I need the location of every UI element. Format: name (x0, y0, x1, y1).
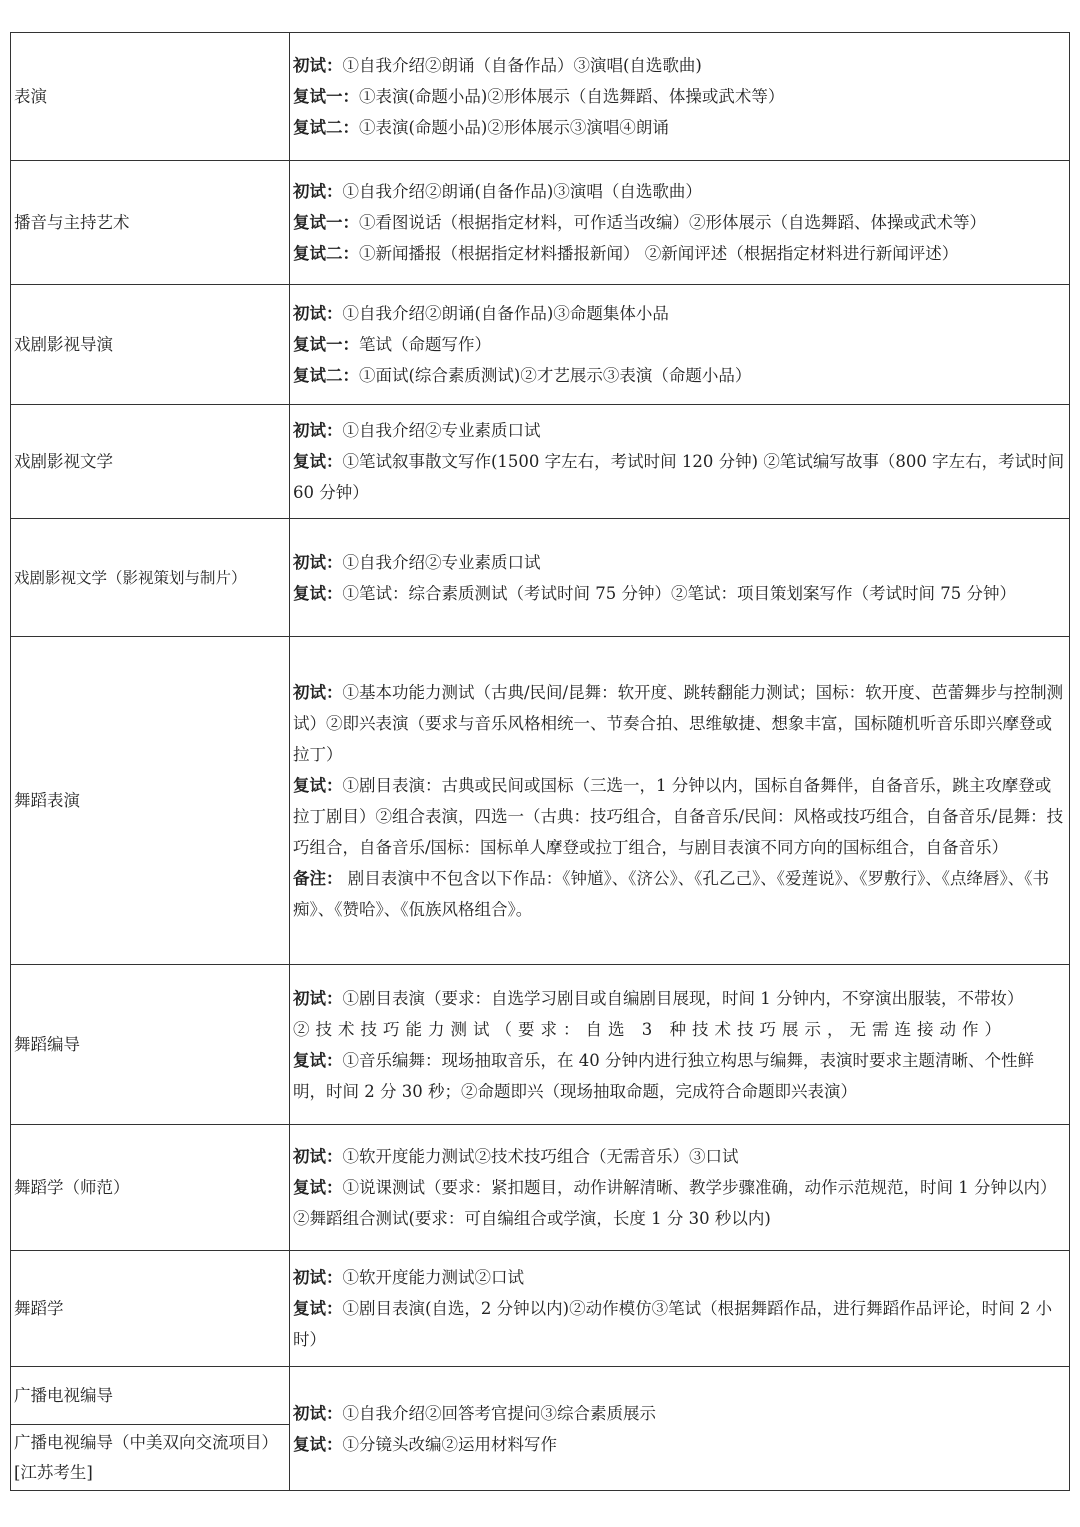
exam-line (293, 1045, 1066, 1107)
line-text: ①看图说话（根据指定材料，可作适当改编）②形体展示（自选舞蹈、体操或武术等） (359, 213, 986, 232)
exam-line (293, 1293, 1066, 1355)
line-text: ①自我介绍②专业素质口试 (342, 552, 541, 572)
line-label: 复试二： (293, 118, 359, 137)
exam-line (293, 1429, 1066, 1460)
line-label: 初试： (293, 421, 343, 440)
table-row (11, 637, 1070, 965)
exam-details (290, 1125, 1070, 1251)
line-text: ①自我介绍②朗诵(自备作品)③演唱（自选歌曲） (342, 182, 702, 201)
exam-line (293, 1398, 1066, 1429)
exam-details (290, 637, 1070, 965)
exam-details (290, 1367, 1070, 1491)
line-label: 复试： (293, 1178, 343, 1197)
exam-line (293, 983, 1066, 1014)
table-row (11, 965, 1070, 1125)
line-label: 初试： (293, 988, 343, 1008)
major-name: 戏剧影视导演 (11, 285, 290, 405)
line-label: 复试一： (293, 213, 359, 232)
line-label: 初试： (293, 552, 343, 572)
major-name: 播音与主持艺术 (11, 161, 290, 285)
table-row (11, 33, 1070, 161)
major-name: 舞蹈表演 (11, 637, 290, 965)
line-text: ②技术技巧能力测试（要求：自选 3 种技术技巧展示，无需连接动作） (293, 1019, 1007, 1039)
exam-line (293, 1014, 1066, 1045)
line-text: ①软开度能力测试②口试 (342, 1268, 524, 1287)
exam-details (290, 405, 1070, 519)
line-label: 复试： (293, 1434, 343, 1454)
major-name: 表演 (11, 33, 290, 161)
exam-line (293, 677, 1066, 770)
exam-line (293, 863, 1066, 925)
exam-line (293, 578, 1066, 609)
line-text: ①自我介绍②朗诵(自备作品)③命题集体小品 (342, 304, 669, 323)
line-text: ①自我介绍②朗诵（自备作品）③演唱(自选歌曲) (342, 56, 702, 75)
line-label: 备注： (293, 868, 343, 888)
exam-line (293, 50, 1066, 81)
line-text: 笔试（命题写作） (359, 335, 491, 354)
table-row (11, 405, 1070, 519)
major-name: 舞蹈学 (11, 1251, 290, 1367)
line-label: 初试： (293, 1147, 343, 1166)
line-text: ①基本功能力测试（古典/民间/昆舞：软开度、跳转翻能力测试；国标：软开度、芭蕾舞步与控制测试）②即兴表演（要求与音乐风格相统一、节奏合拍、思维敏捷、想象丰富，国标随机听音乐即兴摩登或拉丁） (293, 682, 1064, 764)
line-text: ①分镜头改编②运用材料写作 (342, 1434, 557, 1454)
exam-details (290, 161, 1070, 285)
line-label: 复试： (293, 583, 343, 603)
line-text: ①自我介绍②专业素质口试 (342, 421, 541, 440)
exam-line (293, 329, 1066, 360)
table-row (11, 285, 1070, 405)
line-text: 剧目表演中不包含以下作品：《钟馗》、《济公》、《孔乙己》、《爱莲说》、《罗敷行》、《点绛唇》、《书痴》、《赞哈》、《佤族风格组合》。 (293, 868, 1049, 919)
line-label: 复试二： (293, 244, 359, 263)
exam-line (293, 415, 1066, 446)
table-row (11, 519, 1070, 637)
line-text: ①音乐编舞：现场抽取音乐，在 40 分钟内进行独立构思与编舞，表演时要求主题清晰、个性鲜明，时间 2 分 30 秒；②命题即兴（现场抽取命题，完成符合命题即兴表演） (293, 1050, 1034, 1101)
exam-line (293, 298, 1066, 329)
major-name: 戏剧影视文学 (11, 405, 290, 519)
line-text: ①新闻播报（根据指定材料播报新闻） ②新闻评述（根据指定材料进行新闻评述） (359, 244, 959, 263)
line-label: 复试一： (293, 87, 359, 106)
line-label: 复试一： (293, 335, 359, 354)
exam-line (293, 446, 1066, 508)
exam-details (290, 1251, 1070, 1367)
exam-details (290, 519, 1070, 637)
line-label: 复试： (293, 1299, 343, 1318)
exam-requirements-table (10, 32, 1070, 1491)
line-text: ①面试(综合素质测试)②才艺展示③表演（命题小品） (359, 366, 752, 385)
major-name: 广播电视编导 (11, 1367, 290, 1425)
exam-line (293, 1172, 1066, 1234)
line-label: 复试： (293, 775, 343, 795)
line-label: 初试： (293, 182, 343, 201)
line-text: ①剧目表演(自选，2 分钟以内)②动作模仿③笔试（根据舞蹈作品，进行舞蹈作品评论，时间 2 小时） (293, 1299, 1053, 1349)
line-text: ①自我介绍②回答考官提问③综合素质展示 (342, 1403, 656, 1423)
line-text: ①剧目表演（要求：自选学习剧目或自编剧目展现，时间 1 分钟内，不穿演出服装，不带妆） (342, 988, 1024, 1008)
exam-line (293, 207, 1066, 238)
line-text: ①笔试：综合素质测试（考试时间 75 分钟）②笔试：项目策划案写作（考试时间 75 分钟） (342, 583, 1016, 603)
exam-line (293, 81, 1066, 112)
exam-line (293, 547, 1066, 578)
line-text: ①说课测试（要求：紧扣题目，动作讲解清晰、教学步骤准确，动作示范规范，时间 1 分钟以内）②舞蹈组合测试(要求：可自编组合或学演，长度 1 分 30 秒以内) (293, 1178, 1057, 1228)
major-name: 舞蹈学（师范） (11, 1125, 290, 1251)
table-row (11, 161, 1070, 285)
exam-details (290, 33, 1070, 161)
exam-line (293, 1141, 1066, 1172)
table-row (11, 1125, 1070, 1251)
exam-details (290, 965, 1070, 1125)
table-row (11, 1251, 1070, 1367)
line-label: 初试： (293, 304, 343, 323)
exam-line (293, 176, 1066, 207)
exam-line (293, 112, 1066, 143)
exam-line (293, 1262, 1066, 1293)
exam-line (293, 238, 1066, 269)
line-label: 初试： (293, 682, 343, 702)
line-label: 初试： (293, 1403, 343, 1423)
line-text: ①表演(命题小品)②形体展示（自选舞蹈、体操或武术等） (359, 87, 785, 106)
major-name: 广播电视编导（中美双向交流项目）[江苏考生] (11, 1425, 290, 1491)
line-label: 初试： (293, 56, 343, 75)
major-name: 舞蹈编导 (11, 965, 290, 1125)
line-text: ①软开度能力测试②技术技巧组合（无需音乐）③口试 (342, 1147, 739, 1166)
exam-line (293, 360, 1066, 391)
line-label: 复试： (293, 1050, 343, 1070)
line-text: ①剧目表演：古典或民间或国标（三选一，1 分钟以内，国标自备舞伴，自备音乐，跳主攻摩登或拉丁剧目）②组合表演，四选一（古典：技巧组合，自备音乐/民间：风格或技巧组合，自备音乐/昆舞：技巧组合，自备音乐/国标：国标单人摩登或拉丁组合，与剧目表演不同方向的国标组合，自备音乐） (293, 775, 1064, 857)
line-label: 初试： (293, 1268, 343, 1287)
line-text: ①表演(命题小品)②形体展示③演唱④朗诵 (359, 118, 669, 137)
exam-line (293, 770, 1066, 863)
table-row (11, 1367, 1070, 1425)
exam-details (290, 285, 1070, 405)
line-text: ①笔试叙事散文写作(1500 字左右，考试时间 120 分钟) ②笔试编写故事（800 字左右，考试时间 60 分钟） (293, 452, 1065, 502)
major-name: 戏剧影视文学（影视策划与制片） (11, 519, 290, 637)
line-label: 复试二： (293, 366, 359, 385)
line-label: 复试： (293, 452, 343, 471)
